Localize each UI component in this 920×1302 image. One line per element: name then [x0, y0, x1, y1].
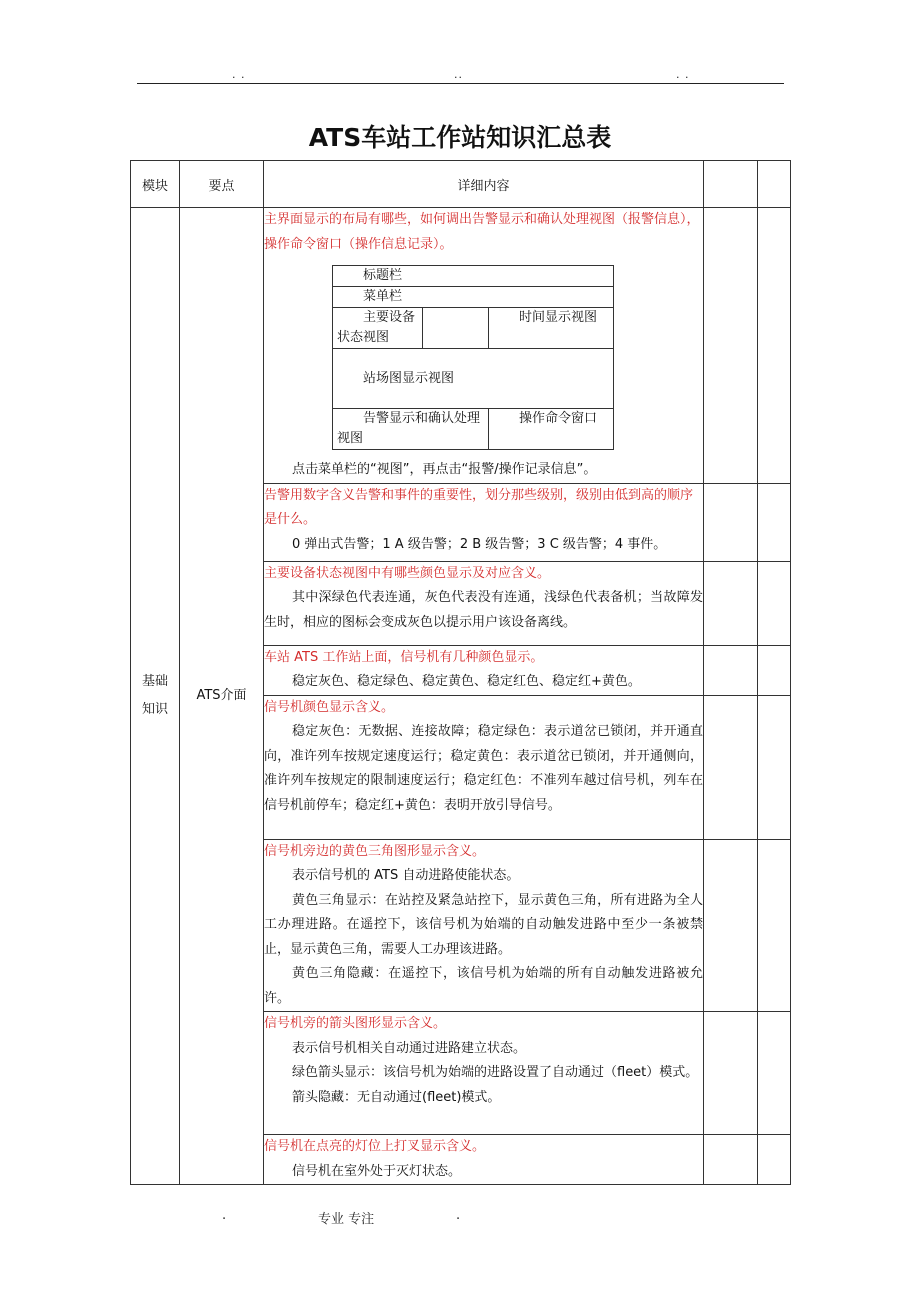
header-dots-middle: ..: [454, 68, 463, 81]
blank-cell: [704, 483, 758, 561]
blank-cell: [758, 695, 791, 839]
question-text: 主要设备状态视图中有哪些颜色显示及对应含义。: [264, 565, 551, 581]
blank-cell: [704, 208, 758, 484]
detail-cell: [264, 561, 704, 645]
blank-cell: [758, 561, 791, 645]
module-label: 基础 知识: [141, 674, 168, 717]
question-text: 主界面显示的布局有哪些，如何调出告警显示和确认处理视图（报警信息），操作命令窗口（操作信息记录）。: [264, 212, 700, 252]
answer-text: 点击菜单栏的“视图”，再点击“报警/操作记录信息”。: [292, 462, 597, 477]
table-row: [131, 208, 791, 484]
header-blank-1: [704, 161, 758, 208]
key-point-label: ATS介面: [196, 688, 247, 703]
header-dots-left: . .: [232, 68, 246, 81]
header-blank-2: [758, 161, 791, 208]
blank-cell: [758, 208, 791, 484]
detail-cell: [264, 645, 704, 695]
answer-text: 表示信号机的 ATS 自动进路使能状态。: [292, 868, 520, 883]
table-header-row: [131, 161, 791, 208]
module-cell: [131, 208, 180, 1185]
blank-cell: [758, 839, 791, 1012]
detail-cell: [264, 483, 704, 561]
blank-cell: [704, 695, 758, 839]
diagram-menu-bar: 菜单栏: [333, 287, 614, 308]
detail-cell: [264, 695, 704, 839]
detail-cell: [264, 1135, 704, 1185]
answer-text: 绿色箭头显示：该信号机为始端的进路设置了自动通过（fleet）模式。: [292, 1065, 699, 1080]
key-point-cell: [180, 208, 264, 1185]
page-title: ATS车站工作站知识汇总表: [308, 123, 612, 152]
answer-text: 箭头隐藏：无自动通过(fleet)模式。: [292, 1089, 501, 1105]
header-details: 详细内容: [264, 161, 704, 208]
footer-label: 专业 专注: [318, 1212, 375, 1227]
layout-diagram: [332, 265, 614, 450]
detail-cell: [264, 1012, 704, 1135]
blank-cell: [704, 1135, 758, 1185]
diagram-main-device-view: 主要设备状态视图: [333, 308, 423, 349]
question-text: 信号机旁的箭头图形显示含义。: [264, 1016, 447, 1031]
blank-cell: [758, 483, 791, 561]
question-text: 告警用数字含义告警和事件的重要性，划分那些级别，级别由低到高的顺序是什么。: [264, 487, 694, 527]
diagram-station-view: 站场图显示视图: [333, 349, 614, 409]
answer-text: 黄色三角隐藏：在遥控下，该信号机为始端的所有自动触发进路被允许。: [264, 966, 703, 1006]
footer-dot-right: .: [456, 1208, 461, 1223]
diagram-empty: [423, 308, 489, 349]
question-text: 信号机旁边的黄色三角图形显示含义。: [264, 843, 486, 859]
question-text: 信号机颜色显示含义。: [264, 699, 395, 715]
answer-text: 其中深绿色代表连通，灰色代表没有连通，浅绿色代表备机；当故障发生时，相应的图标会变成灰色以提示用户该设备离线。: [264, 590, 703, 630]
knowledge-table: [130, 160, 791, 1185]
header-dots-right: . .: [676, 68, 690, 81]
blank-cell: [704, 645, 758, 695]
blank-cell: [704, 1012, 758, 1135]
detail-cell: [264, 208, 704, 484]
diagram-alarm-view: 告警显示和确认处理视图: [333, 409, 489, 450]
answer-text: 稳定灰色：无数据、连接故障；稳定绿色：表示道岔已锁闭，并开通直向，准许列车按规定速度运行；稳定黄色：表示道岔已锁闭，并开通侧向，准许列车按规定的限制速度运行；稳定红色：不准列车越过信号机，列车在信号机前停车；稳定红+黄色：表明开放引导信号。: [264, 724, 703, 813]
header-module: 模块: [131, 161, 180, 208]
blank-cell: [758, 1012, 791, 1135]
diagram-title-bar: 标题栏: [333, 266, 614, 287]
diagram-command-window: 操作命令窗口: [489, 409, 614, 450]
answer-text: 0 弹出式告警；1 A 级告警；2 B 级告警；3 C 级告警；4 事件。: [292, 536, 667, 552]
header-rule: [137, 83, 784, 84]
diagram-time-view: 时间显示视图: [489, 308, 614, 349]
answer-text: 黄色三角显示：在站控及紧急站控下，显示黄色三角，所有进路为全人工办理进路。在遥控下，该信号机为始端的自动触发进路中至少一条被禁止，显示黄色三角，需要人工办理该进路。: [264, 892, 703, 957]
answer-text: 稳定灰色、稳定绿色、稳定黄色、稳定红色、稳定红+黄色。: [292, 674, 641, 689]
answer-text: 表示信号机相关自动通过进路建立状态。: [292, 1040, 527, 1056]
blank-cell: [758, 1135, 791, 1185]
question-text: 车站 ATS 工作站上面，信号机有几种颜色显示。: [264, 649, 544, 665]
answer-text: 信号机在室外处于灭灯状态。: [292, 1163, 462, 1179]
blank-cell: [704, 561, 758, 645]
header-key-points: 要点: [180, 161, 264, 208]
footer-dot-left: .: [222, 1208, 227, 1223]
blank-cell: [758, 645, 791, 695]
question-text: 信号机在点亮的灯位上打叉显示含义。: [264, 1139, 486, 1154]
blank-cell: [704, 839, 758, 1012]
detail-cell: [264, 839, 704, 1012]
